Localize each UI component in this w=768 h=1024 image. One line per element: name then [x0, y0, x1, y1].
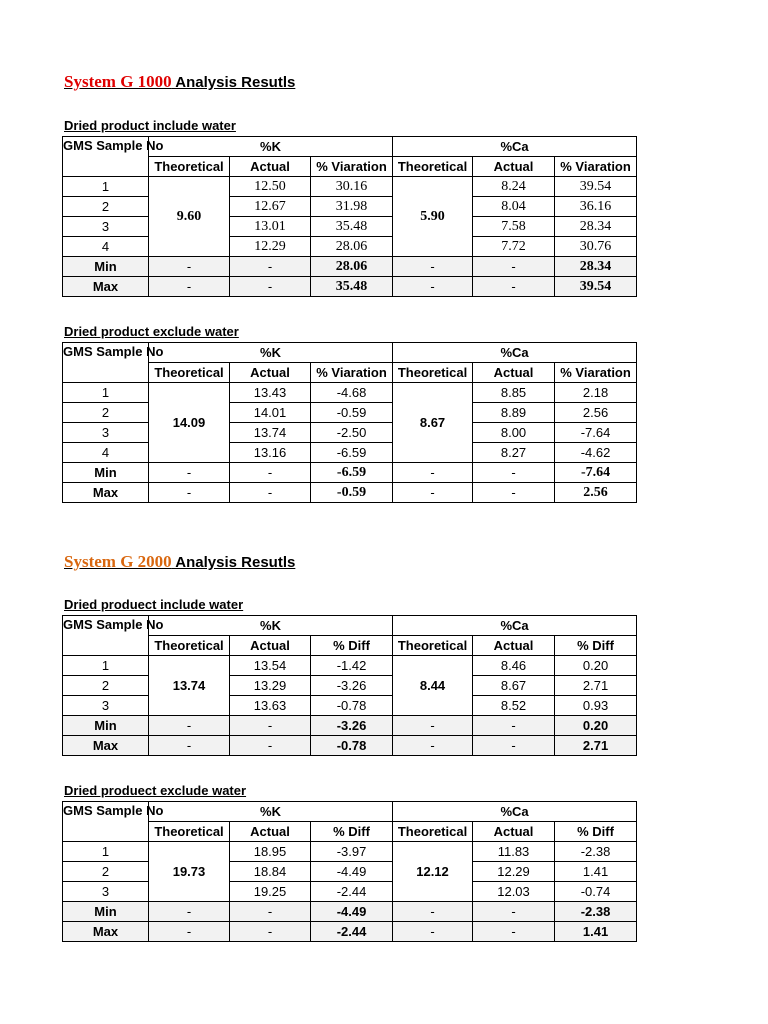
k-variation: 30.16 [311, 177, 393, 197]
header-k: %K [149, 343, 393, 363]
k-actual-stat: - [230, 922, 311, 942]
header-k-variation: % Viaration [311, 363, 393, 383]
k-actual: 18.84 [230, 862, 311, 882]
k-actual: 13.74 [230, 423, 311, 443]
sample-no: 1 [63, 383, 149, 403]
k-diff: -3.26 [311, 676, 393, 696]
k-variation: -2.50 [311, 423, 393, 443]
k-actual: 12.50 [230, 177, 311, 197]
header-sample-no: GMS Sample No [63, 616, 149, 656]
system-name: System G 2000 [64, 552, 172, 571]
k-diff: -2.44 [311, 882, 393, 902]
ca-variation: 28.34 [555, 217, 637, 237]
header-ca-actual: Actual [473, 157, 555, 177]
ca-theoretical-stat: - [393, 463, 473, 483]
k-diff-stat: -3.26 [311, 716, 393, 736]
ca-theoretical-value: 8.44 [393, 656, 473, 716]
header-ca-variation: % Viaration [555, 157, 637, 177]
max-row [63, 483, 637, 503]
ca-variation: 2.18 [555, 383, 637, 403]
ca-actual: 7.58 [473, 217, 555, 237]
k-actual: 13.54 [230, 656, 311, 676]
ca-theoretical-stat: - [393, 902, 473, 922]
ca-actual: 8.00 [473, 423, 555, 443]
k-actual-stat: - [230, 277, 311, 297]
k-variation-stat: -0.59 [311, 483, 393, 503]
table-caption: Dried product exclude water [64, 324, 239, 339]
k-variation: 35.48 [311, 217, 393, 237]
sample-no: 1 [63, 177, 149, 197]
header-k-theoretical: Theoretical [149, 157, 230, 177]
header-k-diff: % Diff [311, 822, 393, 842]
k-variation: -0.59 [311, 403, 393, 423]
header-ca-theoretical: Theoretical [393, 636, 473, 656]
ca-variation: -4.62 [555, 443, 637, 463]
header-ca: %Ca [393, 137, 637, 157]
k-diff: -4.49 [311, 862, 393, 882]
ca-actual-stat: - [473, 902, 555, 922]
header-k-actual: Actual [230, 157, 311, 177]
header-k-theoretical: Theoretical [149, 636, 230, 656]
table-row [63, 383, 637, 403]
ca-theoretical-stat: - [393, 483, 473, 503]
min-row [63, 463, 637, 483]
sample-no: 2 [63, 862, 149, 882]
header-ca: %Ca [393, 802, 637, 822]
sample-no: 2 [63, 403, 149, 423]
k-actual-stat: - [230, 483, 311, 503]
stat-label: Max [63, 736, 149, 756]
k-actual: 12.67 [230, 197, 311, 217]
k-theoretical-value: 9.60 [149, 177, 230, 257]
header-k: %K [149, 616, 393, 636]
k-variation-stat: 35.48 [311, 277, 393, 297]
sample-no: 1 [63, 842, 149, 862]
k-actual-stat: - [230, 257, 311, 277]
sample-no: 3 [63, 696, 149, 716]
ca-variation: 2.56 [555, 403, 637, 423]
table-caption: Dried produect include water [64, 597, 244, 612]
ca-theoretical-value: 8.67 [393, 383, 473, 463]
header-ca-actual: Actual [473, 363, 555, 383]
k-diff: -0.78 [311, 696, 393, 716]
header-k-actual: Actual [230, 363, 311, 383]
k-variation-stat: 28.06 [311, 257, 393, 277]
k-theoretical-value: 14.09 [149, 383, 230, 463]
stat-label: Min [63, 716, 149, 736]
ca-diff-stat: 1.41 [555, 922, 637, 942]
k-diff: -1.42 [311, 656, 393, 676]
header-ca-theoretical: Theoretical [393, 157, 473, 177]
max-row [63, 277, 637, 297]
ca-variation-stat: 28.34 [555, 257, 637, 277]
ca-variation: 30.76 [555, 237, 637, 257]
ca-actual-stat: - [473, 736, 555, 756]
header-ca-theoretical: Theoretical [393, 363, 473, 383]
ca-theoretical-stat: - [393, 277, 473, 297]
ca-actual-stat: - [473, 463, 555, 483]
k-actual-stat: - [230, 736, 311, 756]
ca-actual: 8.46 [473, 656, 555, 676]
max-row [63, 922, 637, 942]
min-row [63, 902, 637, 922]
sample-no: 4 [63, 443, 149, 463]
k-actual-stat: - [230, 902, 311, 922]
table-caption: Dried product include water [64, 118, 236, 133]
k-variation: 28.06 [311, 237, 393, 257]
k-theoretical-stat: - [149, 922, 230, 942]
table-row [63, 656, 637, 676]
k-actual-stat: - [230, 716, 311, 736]
header-k-actual: Actual [230, 822, 311, 842]
k-actual: 18.95 [230, 842, 311, 862]
ca-diff-stat: 0.20 [555, 716, 637, 736]
ca-diff-stat: 2.71 [555, 736, 637, 756]
ca-actual-stat: - [473, 257, 555, 277]
sample-no: 4 [63, 237, 149, 257]
max-row [63, 736, 637, 756]
ca-variation-stat: -7.64 [555, 463, 637, 483]
sample-no: 3 [63, 423, 149, 443]
k-diff-stat: -0.78 [311, 736, 393, 756]
header-ca-variation: % Viaration [555, 363, 637, 383]
header-ca-theoretical: Theoretical [393, 822, 473, 842]
k-theoretical-stat: - [149, 716, 230, 736]
min-row [63, 257, 637, 277]
header-ca: %Ca [393, 343, 637, 363]
k-variation: 31.98 [311, 197, 393, 217]
ca-actual: 11.83 [473, 842, 555, 862]
k-theoretical-value: 19.73 [149, 842, 230, 902]
ca-actual: 8.85 [473, 383, 555, 403]
k-diff-stat: -4.49 [311, 902, 393, 922]
header-ca: %Ca [393, 616, 637, 636]
k-actual: 13.29 [230, 676, 311, 696]
min-row [63, 716, 637, 736]
header-k-variation: % Viaration [311, 157, 393, 177]
ca-diff: 2.71 [555, 676, 637, 696]
stat-label: Max [63, 922, 149, 942]
ca-actual-stat: - [473, 483, 555, 503]
stat-label: Min [63, 902, 149, 922]
section-heading-g1000 [64, 72, 295, 92]
header-ca-actual: Actual [473, 636, 555, 656]
heading-suffix: Analysis Resutls [171, 74, 296, 91]
sample-no: 3 [63, 882, 149, 902]
results-table [62, 615, 637, 756]
stat-label: Max [63, 277, 149, 297]
k-actual-stat: - [230, 463, 311, 483]
k-theoretical-stat: - [149, 463, 230, 483]
heading-suffix: Analysis Resutls [171, 554, 296, 571]
ca-actual: 8.24 [473, 177, 555, 197]
ca-variation: 36.16 [555, 197, 637, 217]
sample-no: 2 [63, 197, 149, 217]
ca-actual: 12.03 [473, 882, 555, 902]
ca-diff: 0.20 [555, 656, 637, 676]
ca-actual: 8.04 [473, 197, 555, 217]
ca-actual: 8.67 [473, 676, 555, 696]
k-theoretical-stat: - [149, 257, 230, 277]
ca-theoretical-stat: - [393, 922, 473, 942]
ca-theoretical-stat: - [393, 716, 473, 736]
stat-label: Max [63, 483, 149, 503]
ca-theoretical-value: 5.90 [393, 177, 473, 257]
header-k-theoretical: Theoretical [149, 363, 230, 383]
k-variation-stat: -6.59 [311, 463, 393, 483]
ca-actual-stat: - [473, 922, 555, 942]
k-theoretical-stat: - [149, 902, 230, 922]
ca-variation-stat: 39.54 [555, 277, 637, 297]
k-actual: 19.25 [230, 882, 311, 902]
table-row [63, 177, 637, 197]
k-theoretical-value: 13.74 [149, 656, 230, 716]
k-actual: 13.16 [230, 443, 311, 463]
ca-actual: 8.52 [473, 696, 555, 716]
header-sample-no: GMS Sample No [63, 802, 149, 842]
results-table [62, 801, 637, 942]
sample-no: 3 [63, 217, 149, 237]
k-variation: -4.68 [311, 383, 393, 403]
k-actual: 13.01 [230, 217, 311, 237]
stat-label: Min [63, 463, 149, 483]
header-ca-actual: Actual [473, 822, 555, 842]
ca-variation-stat: 2.56 [555, 483, 637, 503]
header-k: %K [149, 137, 393, 157]
ca-actual: 8.27 [473, 443, 555, 463]
ca-actual: 7.72 [473, 237, 555, 257]
k-theoretical-stat: - [149, 277, 230, 297]
header-k-actual: Actual [230, 636, 311, 656]
table-caption: Dried produect exclude water [64, 783, 247, 798]
results-table [62, 136, 637, 297]
k-theoretical-stat: - [149, 483, 230, 503]
header-k: %K [149, 802, 393, 822]
sample-no: 2 [63, 676, 149, 696]
k-actual: 13.43 [230, 383, 311, 403]
table-row [63, 842, 637, 862]
header-ca-diff: % Diff [555, 636, 637, 656]
section-heading-g2000 [64, 552, 295, 572]
k-diff: -3.97 [311, 842, 393, 862]
ca-diff: 1.41 [555, 862, 637, 882]
ca-diff: -2.38 [555, 842, 637, 862]
k-actual: 12.29 [230, 237, 311, 257]
k-actual: 13.63 [230, 696, 311, 716]
k-diff-stat: -2.44 [311, 922, 393, 942]
ca-actual-stat: - [473, 716, 555, 736]
ca-actual: 8.89 [473, 403, 555, 423]
ca-diff: 0.93 [555, 696, 637, 716]
sample-no: 1 [63, 656, 149, 676]
ca-variation: 39.54 [555, 177, 637, 197]
ca-actual: 12.29 [473, 862, 555, 882]
k-variation: -6.59 [311, 443, 393, 463]
k-theoretical-stat: - [149, 736, 230, 756]
ca-theoretical-value: 12.12 [393, 842, 473, 902]
header-sample-no: GMS Sample No [63, 137, 149, 177]
header-k-theoretical: Theoretical [149, 822, 230, 842]
ca-theoretical-stat: - [393, 257, 473, 277]
results-table [62, 342, 637, 503]
ca-actual-stat: - [473, 277, 555, 297]
stat-label: Min [63, 257, 149, 277]
header-ca-diff: % Diff [555, 822, 637, 842]
ca-diff: -0.74 [555, 882, 637, 902]
header-k-diff: % Diff [311, 636, 393, 656]
ca-variation: -7.64 [555, 423, 637, 443]
system-name: System G 1000 [64, 72, 172, 91]
ca-diff-stat: -2.38 [555, 902, 637, 922]
header-sample-no: GMS Sample No [63, 343, 149, 383]
k-actual: 14.01 [230, 403, 311, 423]
ca-theoretical-stat: - [393, 736, 473, 756]
